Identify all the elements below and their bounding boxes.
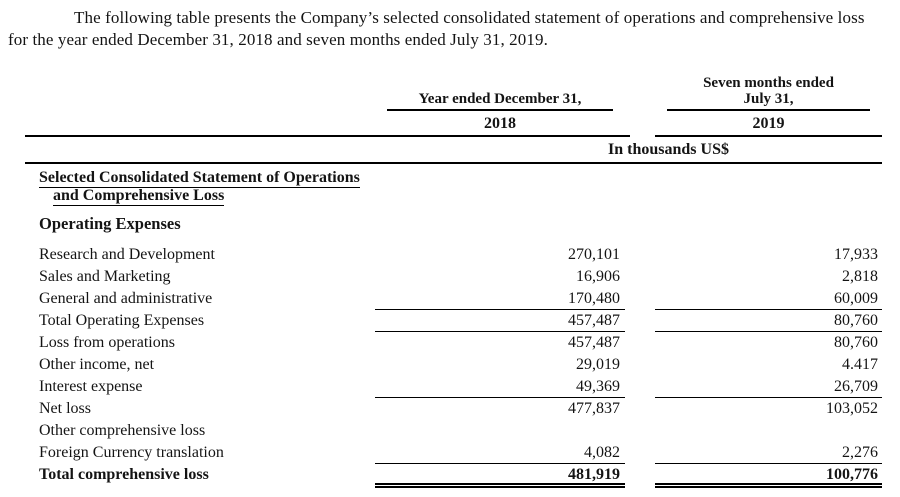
value-2019: 100,776 xyxy=(655,464,882,488)
units-row xyxy=(25,137,882,164)
year-2018: 2018 xyxy=(484,115,516,132)
row-label: Research and Development xyxy=(39,246,215,263)
period-header-2018-cell xyxy=(375,91,625,111)
year-row xyxy=(25,111,882,135)
table-row-foreign-currency-translation xyxy=(25,442,882,464)
section-heading-line2: and Comprehensive Loss xyxy=(53,187,225,204)
section-heading-line2-wrap xyxy=(53,187,882,205)
value-2018: 477,837 xyxy=(568,400,620,417)
column-gap xyxy=(625,288,655,310)
units-indent xyxy=(25,141,455,159)
table-body xyxy=(25,244,882,488)
value-2018: 16,906 xyxy=(576,268,620,285)
value-2019: 60,009 xyxy=(655,288,882,310)
value-2019: 2,818 xyxy=(842,268,878,285)
column-gap xyxy=(625,244,655,266)
table-row-research-and-development xyxy=(25,244,882,266)
row-label: Sales and Marketing xyxy=(39,268,171,285)
period-header-2018 xyxy=(387,91,613,111)
group-heading-operating-expenses: Operating Expenses xyxy=(39,214,181,233)
table-row-other-income-net xyxy=(25,354,882,376)
value-2019: 2,276 xyxy=(655,442,882,464)
value-2018: 29,019 xyxy=(576,356,620,373)
value-2018: 270,101 xyxy=(568,246,620,263)
row-label: General and administrative xyxy=(39,290,213,307)
rule-segment-left xyxy=(25,135,630,137)
units-label: In thousands US$ xyxy=(608,141,729,158)
value-2018: 481,919 xyxy=(375,464,625,488)
table-row-interest-expense xyxy=(25,376,882,398)
year-row-spacer xyxy=(25,115,375,133)
table-row-total-operating-expenses xyxy=(25,310,882,332)
period-header-2018-text: Year ended December 31, xyxy=(418,91,582,107)
section-heading xyxy=(25,169,882,205)
row-label: Total Operating Expenses xyxy=(39,312,205,329)
row-label: Net loss xyxy=(39,400,91,417)
row-label: Interest expense xyxy=(39,378,143,395)
value-2018: 457,487 xyxy=(568,334,620,351)
column-gap xyxy=(625,376,655,398)
column-gap xyxy=(625,398,655,420)
column-gap xyxy=(625,266,655,288)
section-heading-line1: Selected Consolidated Statement of Operations xyxy=(39,169,360,186)
financial-table xyxy=(25,75,882,488)
value-2019: 80,760 xyxy=(834,334,878,351)
column-gap xyxy=(625,310,655,332)
column-gap xyxy=(625,442,655,464)
year-row-rule xyxy=(25,135,882,137)
year-2019: 2019 xyxy=(752,115,785,132)
rule-segment-right xyxy=(655,135,882,137)
table-row-sales-and-marketing xyxy=(25,266,882,288)
period-header-2019-line2: July 31, xyxy=(743,91,794,107)
value-2019: 80,760 xyxy=(655,310,882,332)
value-2018 xyxy=(375,420,625,442)
row-label: Other income, net xyxy=(39,356,155,373)
value-2018: 4,082 xyxy=(375,442,625,464)
intro-paragraph: The following table presents the Company’s selected consolidated statement of operations and comprehensive loss for the year ended December 31, 2018 and seven months ended July 31, 2019. xyxy=(8,8,865,49)
table-row-other-comprehensive-loss xyxy=(25,420,882,442)
value-2019: 103,052 xyxy=(826,400,878,417)
column-gap xyxy=(625,354,655,376)
value-2019 xyxy=(655,420,882,442)
row-label: Other comprehensive loss xyxy=(39,422,206,439)
value-2019: 4.417 xyxy=(842,356,878,373)
period-header-row xyxy=(25,75,882,111)
column-gap xyxy=(625,464,655,488)
row-label: Loss from operations xyxy=(39,334,175,351)
value-2019: 26,709 xyxy=(655,376,882,398)
table-row-net-loss xyxy=(25,398,882,420)
value-2018: 170,480 xyxy=(375,288,625,310)
table-row-general-and-administrative xyxy=(25,288,882,310)
table-row-total-comprehensive-loss xyxy=(25,464,882,488)
period-header-2019 xyxy=(667,75,870,111)
row-label: Total comprehensive loss xyxy=(39,466,209,483)
period-header-2019-line1: Seven months ended xyxy=(703,75,834,91)
period-header-2019-cell xyxy=(655,75,882,111)
table-row-loss-from-operations xyxy=(25,332,882,354)
value-2018: 49,369 xyxy=(375,376,625,398)
row-label: Foreign Currency translation xyxy=(39,444,224,461)
value-2019: 17,933 xyxy=(834,246,878,263)
column-gap xyxy=(625,115,655,133)
value-2018: 457,487 xyxy=(375,310,625,332)
rule-gap xyxy=(630,135,655,137)
column-gap xyxy=(625,420,655,442)
column-gap xyxy=(625,332,655,354)
